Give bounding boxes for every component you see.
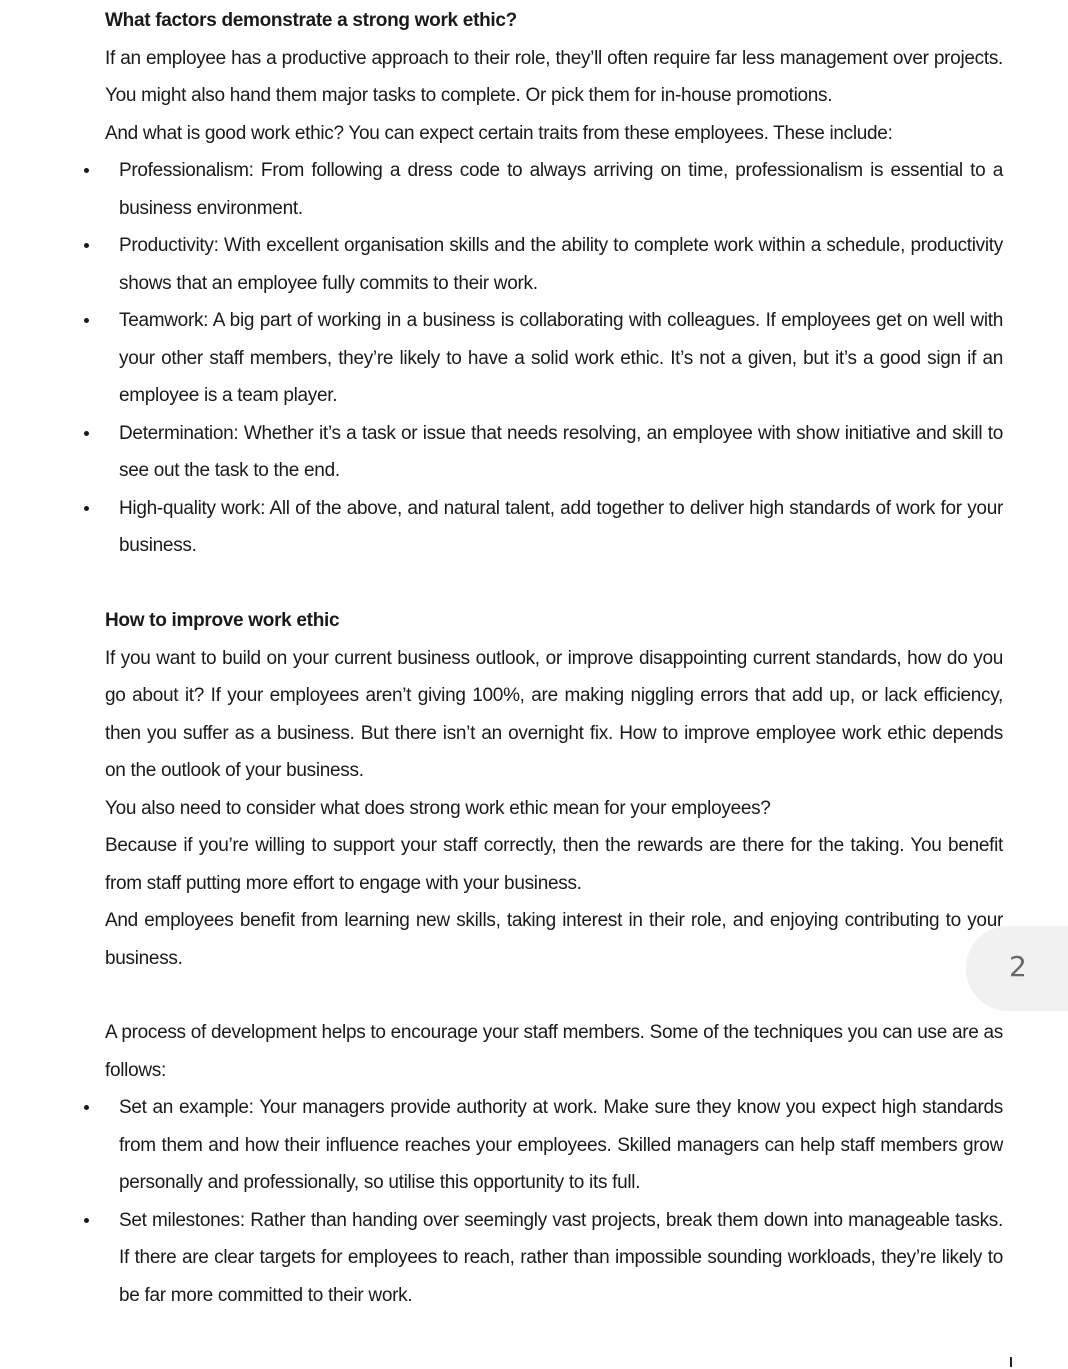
list-item [105,1202,1003,1315]
paragraph: And employees benefit from learning new skills, taking interest in their role, and enjoying contributing to your business. [105,910,1003,969]
bullet-icon [84,431,89,436]
bullet-icon [84,506,89,511]
traits-list [105,152,1003,565]
section-work-ethic-factors [105,2,1003,565]
list-item-text: Set an example: Your managers provide authority at work. Make sure they know you expect high standards from them and how their influence reaches your employees. Skilled managers can help staff members grow personally and professionally, so utilise this opportunity to its full. [119,1097,1003,1193]
list-item-text: Productivity: With excellent organisation skills and the ability to complete work within a schedule, productivity shows that an employee fully commits to their work. [119,235,1003,294]
bullet-icon [84,1218,89,1223]
list-item [105,490,1003,565]
section-development-techniques [105,1014,1003,1314]
list-item-text: High-quality work: All of the above, and natural talent, add together to deliver high standards of work for your business. [119,497,1003,556]
list-item-text: Determination: Whether it’s a task or issue that needs resolving, an employee with show initiative and skill to see out the task to the end. [119,422,1003,481]
bullet-icon [84,318,89,323]
paragraph: You also need to consider what does strong work ethic mean for your employees? [105,797,771,819]
paragraph: If you want to build on your current business outlook, or improve disappointing current standards, how do you go about it? If your employees aren’t giving 100%, are making niggling errors that add up, or lack efficiency, then you suffer as a business. But there isn’t an overnight fix. How to improve employee work ethic depends on the outlook of your business. [105,647,1003,781]
list-item [105,227,1003,302]
page-edge-mark [1010,1357,1012,1367]
bullet-icon [84,168,89,173]
page-number: 2 [1009,950,1027,983]
list-item [105,152,1003,227]
paragraph: A process of development helps to encourage your staff members. Some of the techniques you can use are as follows: [105,1022,1003,1081]
paragraph: And what is good work ethic? You can expect certain traits from these employees. These include: [105,122,893,144]
paragraph: If an employee has a productive approach to their role, they’ll often require far less management over projects. You might also hand them major tasks to complete. Or pick them for in-house promotions. [105,47,1003,106]
list-item [105,302,1003,415]
bullet-icon [84,243,89,248]
techniques-list [105,1089,1003,1314]
section-improve-work-ethic [105,602,1003,977]
bullet-icon [84,1105,89,1110]
list-item [105,415,1003,490]
section-heading: How to improve work ethic [105,610,340,631]
list-item-text: Professionalism: From following a dress code to always arriving on time, professionalism is essential to a business environment. [119,160,1003,219]
list-item-text: Teamwork: A big part of working in a business is collaborating with colleagues. If employees get on well with your other staff members, they’re likely to have a solid work ethic. It’s not a given, but it’s a good sign if an employee is a team player. [119,310,1003,406]
paragraph: Because if you’re willing to support your staff correctly, then the rewards are there for the taking. You benefit from staff putting more effort to engage with your business. [105,835,1003,894]
list-item-text: Set milestones: Rather than handing over seemingly vast projects, break them down into manageable tasks. If there are clear targets for employees to reach, rather than impossible sounding workloads, they’re likely to be far more committed to their work. [119,1209,1003,1306]
section-heading: What factors demonstrate a strong work ethic? [105,10,517,31]
list-item [105,1089,1003,1202]
